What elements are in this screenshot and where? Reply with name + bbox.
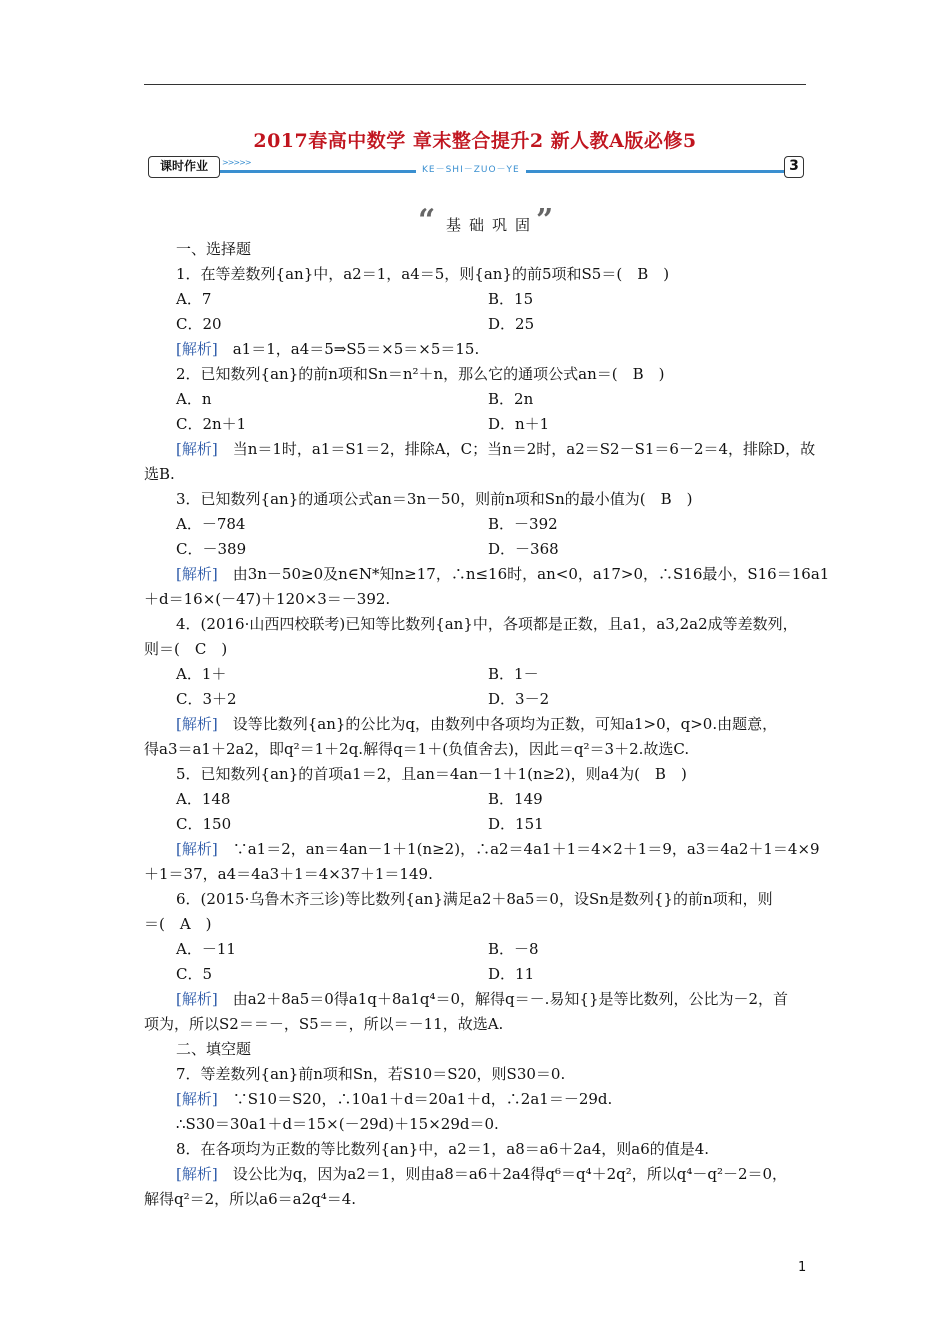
section-heading <box>418 203 568 238</box>
explanation-label: [解析] <box>176 1165 218 1183</box>
explanation-label: [解析] <box>176 1090 218 1108</box>
line-text: ＝( A ) <box>144 915 212 933</box>
text-line <box>176 889 773 909</box>
line-text: 由3n－50≥0及n∈N*知n≥17，∴n≤16时，an<0，a17>0，∴S16最小，S16＝16a1 <box>217 565 830 583</box>
text-line <box>176 364 665 384</box>
text-line <box>488 689 549 709</box>
text-line <box>176 939 236 959</box>
text-line <box>144 864 433 884</box>
line-text: 2．已知数列{an}的前n项和Sn＝n²＋n，那么它的通项公式an＝( B ) <box>176 365 665 383</box>
line-text: C．3＋2 <box>176 690 237 708</box>
text-line <box>176 414 246 434</box>
text-line <box>176 389 212 409</box>
text-line <box>488 789 543 809</box>
line-text: 解得q²＝2，所以a6＝a2q⁴＝4. <box>144 1190 357 1208</box>
text-line <box>176 1114 499 1134</box>
line-text: ∵S10＝S20，∴10a1＋d＝20a1＋d，∴2a1＝－29d. <box>217 1090 613 1108</box>
section-title: 基础巩固 <box>446 216 539 234</box>
line-text: B．－8 <box>488 940 539 958</box>
text-line <box>176 1064 565 1084</box>
line-text: 5．已知数列{an}的首项a1＝2，且an＝4an－1＋1(n≥2)，则a4为( B ) <box>176 765 687 783</box>
explanation-line <box>176 989 788 1009</box>
open-quote-icon: “ <box>418 203 436 238</box>
line-text: 二、填空题 <box>176 1040 252 1058</box>
line-text: C．5 <box>176 965 213 983</box>
line-text: ＋d＝16×(－47)＋120×3＝－392. <box>144 590 391 608</box>
text-line <box>176 314 222 334</box>
text-line <box>176 1139 709 1159</box>
line-text: A．148 <box>176 790 231 808</box>
explanation-label: [解析] <box>176 440 218 458</box>
top-rule <box>144 84 806 85</box>
text-line <box>176 489 692 509</box>
text-line <box>144 589 390 609</box>
line-text: B．1－ <box>488 665 539 683</box>
line-text: 选B. <box>144 465 175 483</box>
explanation-line <box>176 1089 612 1109</box>
explanation-line <box>176 339 479 359</box>
explanation-line <box>176 439 815 459</box>
text-line <box>144 914 212 934</box>
line-text: D．151 <box>488 815 544 833</box>
explanation-label: [解析] <box>176 840 218 858</box>
text-line <box>144 464 175 484</box>
text-line <box>488 289 533 309</box>
explanation-line <box>176 714 777 734</box>
line-text: A．n <box>176 390 212 408</box>
text-line <box>176 514 245 534</box>
line-text: 一、选择题 <box>176 240 252 258</box>
text-line <box>488 514 558 534</box>
text-line <box>176 1039 251 1059</box>
text-line <box>488 964 534 984</box>
line-text: 得a3＝a1＋2a2，即q²＝1＋2q.解得q＝1＋(负值舍去)，因此＝q²＝3＋2.故选C. <box>144 740 690 758</box>
line-text: 3．已知数列{an}的通项公式an＝3n－50，则前n项和Sn的最小值为( B ) <box>176 490 693 508</box>
text-line <box>144 639 227 659</box>
text-line <box>176 664 226 684</box>
page-number: 1 <box>798 1260 807 1275</box>
line-text: C．150 <box>176 815 232 833</box>
line-text: 1．在等差数列{an}中，a2＝1，a4＝5，则{an}的前5项和S5＝( B ) <box>176 265 670 283</box>
line-text: 设公比为q，因为a2＝1，则由a8＝a6＋2a4得q⁶＝q⁴＋2q²，所以q⁴－q²－2＝0， <box>217 1165 788 1183</box>
line-text: D．11 <box>488 965 535 983</box>
text-line <box>144 1014 503 1034</box>
text-line <box>144 739 689 759</box>
line-text: D．n＋1 <box>488 415 550 433</box>
line-text: 7．等差数列{an}前n项和Sn，若S10＝S20，则S30＝0. <box>176 1065 566 1083</box>
close-quote-icon: ” <box>536 203 554 238</box>
explanation-label: [解析] <box>176 990 218 1008</box>
line-text: C．2n＋1 <box>176 415 247 433</box>
homework-banner <box>144 152 806 182</box>
text-line <box>176 264 669 284</box>
text-line <box>176 289 211 309</box>
line-text: C．－389 <box>176 540 247 558</box>
text-line <box>176 689 237 709</box>
line-text: A．7 <box>176 290 212 308</box>
line-text: 4．(2016·山西四校联考)已知等比数列{an}中，各项都是正数，且a1，a3,2a2成等差数列， <box>176 615 798 633</box>
explanation-label: [解析] <box>176 565 218 583</box>
line-text: 由a2＋8a5＝0得a1q＋8a1q⁴＝0，解得q＝－.易知{}是等比数列，公比为－2，首 <box>217 990 789 1008</box>
line-text: A．－784 <box>176 515 246 533</box>
banner-pinyin: KE－SHI－ZUO－YE <box>416 162 526 175</box>
line-text: 8．在各项均为正数的等比数列{an}中，a2＝1，a8＝a6＋2a4，则a6的值是4. <box>176 1140 710 1158</box>
document-title: 2017春高中数学 章末整合提升2 新人教A版必修5 <box>253 130 697 152</box>
line-text: ∵a1＝2，an＝4an－1＋1(n≥2)，∴a2＝4a1＋1＝4×2＋1＝9，a3＝4a2＋1＝4×9 <box>217 840 820 858</box>
line-text: 项为，所以S2＝＝－，S5＝＝，所以＝－11，故选A. <box>144 1015 504 1033</box>
line-text: C．20 <box>176 315 222 333</box>
text-line <box>176 614 798 634</box>
line-text: A．－11 <box>176 940 236 958</box>
text-line <box>488 314 534 334</box>
text-line <box>488 664 539 684</box>
text-line <box>488 814 544 834</box>
text-line <box>176 814 231 834</box>
text-line <box>176 964 212 984</box>
banner-number: 3 <box>784 156 804 178</box>
explanation-label: [解析] <box>176 340 218 358</box>
line-text: ∴S30＝30a1＋d＝15×(－29d)＋15×29d＝0. <box>176 1115 499 1133</box>
explanation-label: [解析] <box>176 715 218 733</box>
explanation-line <box>176 839 820 859</box>
text-line <box>488 539 559 559</box>
line-text: B．149 <box>488 790 543 808</box>
text-line <box>176 764 687 784</box>
banner-arrows-icon: >>>>> <box>222 158 251 167</box>
line-text: D．－368 <box>488 540 559 558</box>
text-line <box>144 1189 356 1209</box>
line-text: ＋1＝37，a4＝4a3＋1＝4×37＋1＝149. <box>144 865 433 883</box>
explanation-line <box>176 1164 787 1184</box>
banner-tag: 课时作业 <box>148 156 220 178</box>
line-text: 6．(2015·乌鲁木齐三诊)等比数列{an}满足a2＋8a5＝0，设Sn是数列{}的前n项和，则 <box>176 890 773 908</box>
line-text: B．2n <box>488 390 534 408</box>
explanation-line <box>176 564 829 584</box>
line-text: D．25 <box>488 315 535 333</box>
line-text: 当n＝1时，a1＝S1＝2，排除A，C；当n＝2时，a2＝S2－S1＝6－2＝4，排除D，故 <box>217 440 816 458</box>
line-text: a1＝1，a4＝5⇒S5＝×5＝×5＝15. <box>217 340 480 358</box>
line-text: 设等比数列{an}的公比为q，由数列中各项均为正数，可知a1>0，q>0.由题意， <box>217 715 778 733</box>
line-text: B．－392 <box>488 515 558 533</box>
line-text: 则＝( C ) <box>144 640 228 658</box>
line-text: D．3－2 <box>488 690 550 708</box>
text-line <box>488 389 533 409</box>
text-line <box>488 414 549 434</box>
text-line <box>176 239 251 259</box>
line-text: A．1＋ <box>176 665 227 683</box>
text-line <box>176 789 230 809</box>
text-line <box>488 939 539 959</box>
text-line <box>176 539 246 559</box>
line-text: B．15 <box>488 290 534 308</box>
